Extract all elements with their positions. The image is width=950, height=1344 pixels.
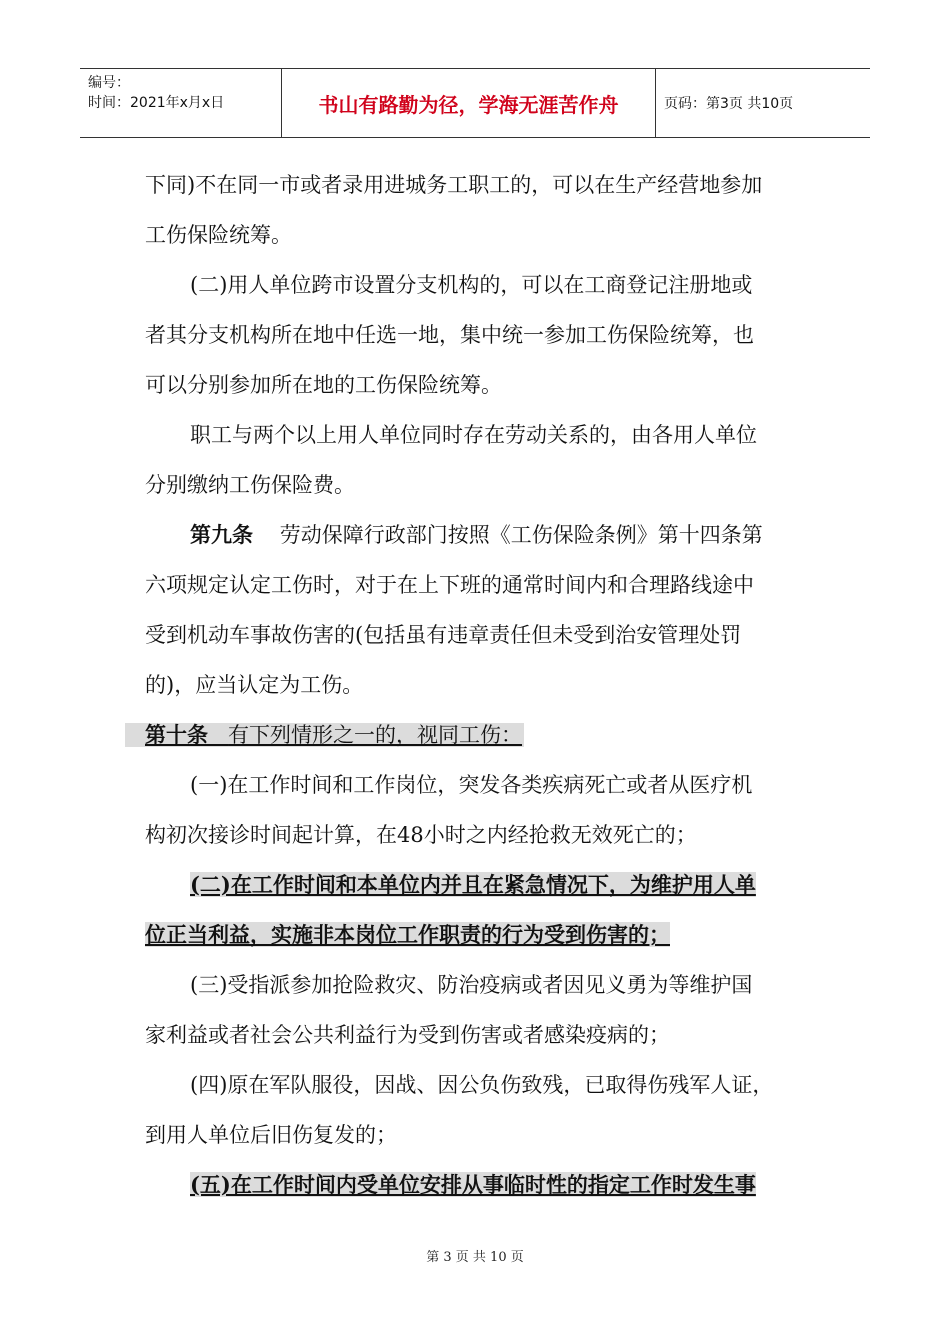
highlighted-line (145, 1160, 855, 1210)
body-line: 受到机动车事故伤害的(包括虽有违章责任但未受到治安管理处罚 (145, 623, 742, 647)
header-page-info: 页码：第3页 共10页 (664, 96, 794, 112)
article-9-text: 劳动保障行政部门按照《工伤保险条例》第十四条第 (279, 523, 763, 547)
body-line: 构初次接诊时间起计算，在48小时之内经抢救无效死亡的； (145, 823, 697, 847)
body-line: 者其分支机构所在地中任选一地，集中统一参加工伤保险统筹，也 (145, 323, 754, 347)
article-9-line (145, 510, 855, 560)
body-line: (三)受指派参加抢险救灾、防治疫病或者因见义勇为等维护国 (190, 973, 753, 997)
highlighted-text: 位正当利益，实施非本岗位工作职责的行为受到伤害的； (145, 922, 670, 947)
body-line: (四)原在军队服役，因战、因公负伤致残，已取得伤残军人证， (190, 1073, 774, 1097)
body-line: 分别缴纳工伤保险费。 (145, 473, 355, 497)
body-line: 下同)不在同一市或者录用进城务工职工的，可以在生产经营地参加 (145, 173, 763, 197)
page-footer: 第 3 页 共 10 页 (426, 1250, 524, 1265)
article-10-text: 有下列情形之一的，视同工伤： (228, 723, 523, 747)
body-line: 职工与两个以上用人单位同时存在劳动关系的，由各用人单位 (190, 423, 757, 447)
body-line: (二)用人单位跨市设置分支机构的，可以在工商登记注册地或 (190, 273, 753, 297)
body-line: (一)在工作时间和工作岗位，突发各类疾病死亡或者从医疗机 (190, 773, 753, 797)
body-line: 工伤保险统筹。 (145, 223, 292, 247)
body-line: 家利益或者社会公共利益行为受到伤害或者感染疫病的； (145, 1023, 670, 1047)
article-10-label: 第十条 (145, 722, 208, 747)
header-page-cell (656, 69, 870, 137)
highlighted-line (145, 910, 810, 960)
highlighted-text: (五)在工作时间内受单位安排从事临时性的指定工作时发生事 (190, 1172, 756, 1197)
highlighted-line (145, 860, 855, 910)
article-9-label: 第九条 (190, 522, 253, 547)
article-10-line (145, 710, 810, 760)
document-date-label: 时间：2021年x月x日 (88, 95, 225, 111)
body-line: 可以分别参加所在地的工伤保险统筹。 (145, 373, 502, 397)
header-motto: 书山有路勤为径，学海无涯苦作舟 (318, 92, 619, 117)
body-line: 的)，应当认定为工伤。 (145, 673, 364, 697)
header-meta-cell (80, 69, 282, 137)
article-10-highlight (125, 723, 524, 747)
highlighted-text: (二)在工作时间和本单位内并且在紧急情况下，为维护用人单 (190, 872, 756, 897)
document-number-label: 编号： (88, 75, 130, 91)
page-header (80, 68, 870, 138)
header-motto-cell (282, 69, 656, 137)
body-line: 六项规定认定工伤时，对于在上下班的通常时间内和合理路线途中 (145, 573, 754, 597)
body-line: 到用人单位后旧伤复发的； (145, 1123, 397, 1147)
